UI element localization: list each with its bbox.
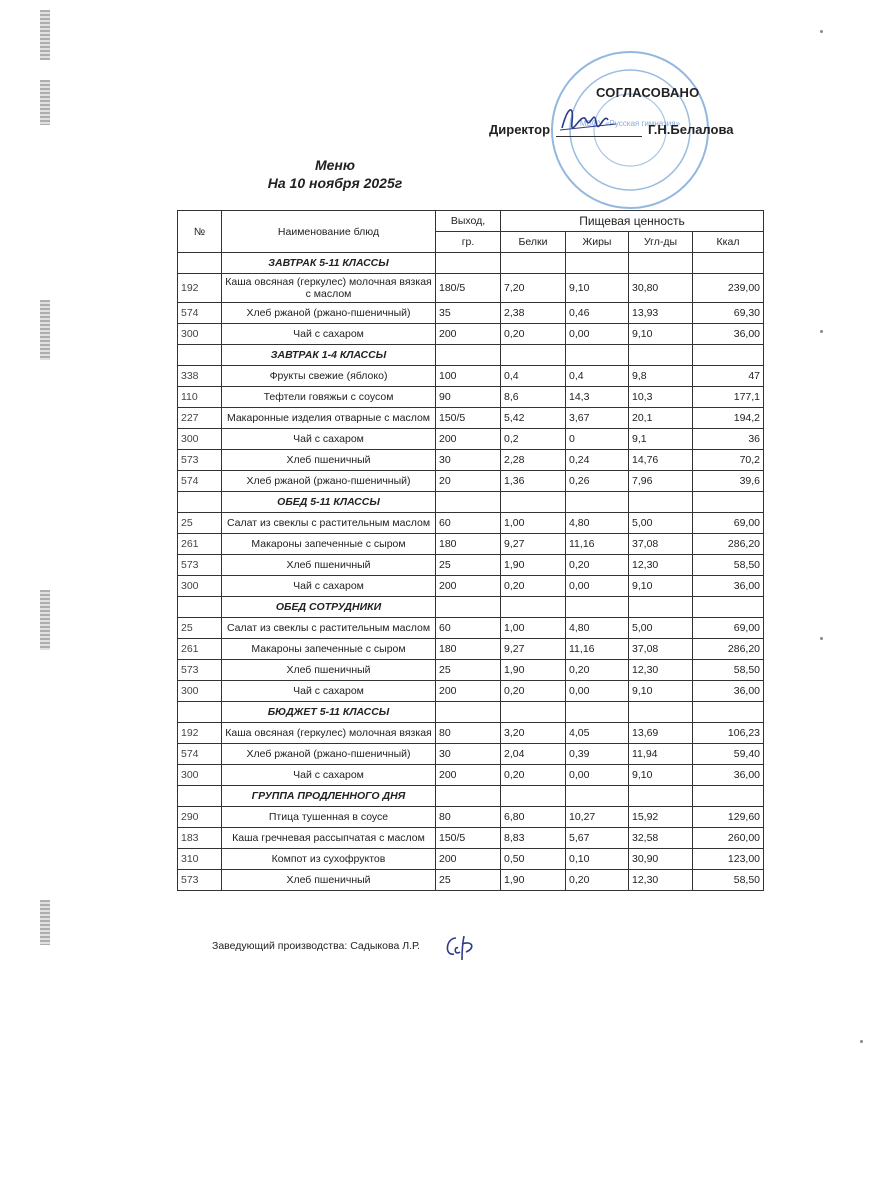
empty-cell	[501, 597, 566, 618]
header-output: Выход,	[436, 211, 501, 232]
dish-fat: 0,10	[566, 849, 629, 870]
menu-title	[0, 156, 670, 192]
table-row	[178, 513, 764, 534]
empty-cell	[566, 597, 629, 618]
empty-cell	[501, 492, 566, 513]
dish-fat: 0,00	[566, 765, 629, 786]
section-num-cell	[178, 492, 222, 513]
dish-protein: 5,42	[501, 408, 566, 429]
dish-kcal: 58,50	[693, 870, 764, 891]
header-name: Наименование блюд	[222, 211, 436, 253]
dish-name: Хлеб ржаной (ржано-пшеничный)	[222, 303, 436, 324]
dish-fat: 5,67	[566, 828, 629, 849]
table-row	[178, 324, 764, 345]
section-row	[178, 702, 764, 723]
dish-number: 25	[178, 513, 222, 534]
stamp-text: МБОУ «Русская гимназия»	[579, 119, 681, 128]
table-row	[178, 408, 764, 429]
dish-protein: 9,27	[501, 534, 566, 555]
dish-protein: 3,20	[501, 723, 566, 744]
dish-protein: 2,38	[501, 303, 566, 324]
dish-name: Хлеб пшеничный	[222, 870, 436, 891]
section-num-cell	[178, 597, 222, 618]
table-row	[178, 366, 764, 387]
header-output-unit: гр.	[436, 232, 501, 253]
dish-kcal: 286,20	[693, 534, 764, 555]
dish-carbs: 5,00	[629, 513, 693, 534]
menu-title-line2: На 10 ноября 2025г	[267, 175, 403, 191]
empty-cell	[629, 597, 693, 618]
dish-number: 573	[178, 660, 222, 681]
scan-mark	[40, 10, 50, 60]
dish-fat: 0,00	[566, 576, 629, 597]
dish-name: Тефтели говяжьи с соусом	[222, 387, 436, 408]
dish-carbs: 13,69	[629, 723, 693, 744]
dish-name: Каша гречневая рассыпчатая с маслом	[222, 828, 436, 849]
table-row	[178, 429, 764, 450]
dish-fat: 0,4	[566, 366, 629, 387]
dish-output: 200	[436, 765, 501, 786]
dish-fat: 0,39	[566, 744, 629, 765]
section-row	[178, 597, 764, 618]
dish-fat: 0,46	[566, 303, 629, 324]
dish-protein: 1,00	[501, 513, 566, 534]
dish-number: 110	[178, 387, 222, 408]
empty-cell	[501, 345, 566, 366]
dish-output: 200	[436, 681, 501, 702]
empty-cell	[436, 597, 501, 618]
dish-kcal: 39,6	[693, 471, 764, 492]
dish-protein: 8,6	[501, 387, 566, 408]
table-row	[178, 618, 764, 639]
director-label: Директор	[489, 122, 551, 137]
empty-cell	[629, 492, 693, 513]
section-row	[178, 253, 764, 274]
section-num-cell	[178, 345, 222, 366]
menu-table-body	[178, 253, 764, 891]
dish-number: 573	[178, 555, 222, 576]
dish-name: Каша овсяная (геркулес) молочная вязкая	[222, 723, 436, 744]
dish-number: 261	[178, 639, 222, 660]
dish-kcal: 36,00	[693, 576, 764, 597]
dish-number: 300	[178, 765, 222, 786]
dish-name: Хлеб пшеничный	[222, 450, 436, 471]
dish-kcal: 123,00	[693, 849, 764, 870]
section-title: ЗАВТРАК 5-11 КЛАССЫ	[222, 253, 436, 274]
dish-fat: 0,00	[566, 681, 629, 702]
dish-output: 25	[436, 555, 501, 576]
dish-carbs: 15,92	[629, 807, 693, 828]
header-nutrition: Пищевая ценность	[501, 211, 764, 232]
dish-kcal: 36	[693, 429, 764, 450]
table-row	[178, 450, 764, 471]
dish-number: 574	[178, 471, 222, 492]
dish-number: 338	[178, 366, 222, 387]
dish-kcal: 47	[693, 366, 764, 387]
dish-name: Чай с сахаром	[222, 429, 436, 450]
empty-cell	[436, 492, 501, 513]
dish-fat: 4,80	[566, 513, 629, 534]
dish-name: Чай с сахаром	[222, 765, 436, 786]
scan-mark	[40, 300, 50, 360]
dish-output: 30	[436, 744, 501, 765]
dish-output: 100	[436, 366, 501, 387]
dish-kcal: 36,00	[693, 681, 764, 702]
dish-carbs: 30,90	[629, 849, 693, 870]
dish-name: Птица тушенная в соусе	[222, 807, 436, 828]
manager-signature	[442, 932, 482, 962]
table-row	[178, 807, 764, 828]
table-header-row	[178, 211, 764, 232]
table-row	[178, 274, 764, 303]
dish-number: 573	[178, 450, 222, 471]
dish-carbs: 13,93	[629, 303, 693, 324]
scan-speck	[820, 637, 823, 640]
dish-carbs: 32,58	[629, 828, 693, 849]
dish-carbs: 11,94	[629, 744, 693, 765]
empty-cell	[501, 702, 566, 723]
dish-name: Макаронные изделия отварные с маслом	[222, 408, 436, 429]
dish-name: Хлеб ржаной (ржано-пшеничный)	[222, 471, 436, 492]
empty-cell	[566, 702, 629, 723]
dish-kcal: 69,00	[693, 513, 764, 534]
dish-name: Хлеб ржаной (ржано-пшеничный)	[222, 744, 436, 765]
section-num-cell	[178, 786, 222, 807]
dish-kcal: 70,2	[693, 450, 764, 471]
section-title: ОБЕД СОТРУДНИКИ	[222, 597, 436, 618]
dish-output: 180	[436, 639, 501, 660]
dish-kcal: 36,00	[693, 324, 764, 345]
scan-mark	[40, 900, 50, 945]
section-num-cell	[178, 702, 222, 723]
dish-kcal: 69,30	[693, 303, 764, 324]
dish-number: 227	[178, 408, 222, 429]
dish-number: 573	[178, 870, 222, 891]
dish-name: Чай с сахаром	[222, 324, 436, 345]
dish-name: Салат из свеклы с растительным маслом	[222, 618, 436, 639]
dish-number: 300	[178, 681, 222, 702]
dish-carbs: 12,30	[629, 870, 693, 891]
dish-name: Хлеб пшеничный	[222, 660, 436, 681]
dish-fat: 0,20	[566, 870, 629, 891]
empty-cell	[501, 786, 566, 807]
dish-fat: 11,16	[566, 639, 629, 660]
dish-protein: 7,20	[501, 274, 566, 303]
dish-protein: 8,83	[501, 828, 566, 849]
empty-cell	[693, 702, 764, 723]
dish-carbs: 30,80	[629, 274, 693, 303]
dish-number: 310	[178, 849, 222, 870]
dish-number: 192	[178, 274, 222, 303]
section-title: БЮДЖЕТ 5-11 КЛАССЫ	[222, 702, 436, 723]
dish-number: 300	[178, 324, 222, 345]
empty-cell	[566, 253, 629, 274]
dish-output: 150/5	[436, 408, 501, 429]
header-protein: Белки	[501, 232, 566, 253]
empty-cell	[501, 253, 566, 274]
footer-text: Заведующий производства: Садыкова Л.Р.	[212, 940, 420, 952]
dish-carbs: 5,00	[629, 618, 693, 639]
empty-cell	[693, 492, 764, 513]
dish-carbs: 9,10	[629, 576, 693, 597]
empty-cell	[436, 253, 501, 274]
dish-output: 35	[436, 303, 501, 324]
dish-protein: 1,00	[501, 618, 566, 639]
table-row	[178, 471, 764, 492]
dish-output: 60	[436, 618, 501, 639]
section-title: ГРУППА ПРОДЛЕННОГО ДНЯ	[222, 786, 436, 807]
dish-fat: 14,3	[566, 387, 629, 408]
header-kcal: Ккал	[693, 232, 764, 253]
dish-fat: 0,20	[566, 555, 629, 576]
scan-speck	[820, 330, 823, 333]
header-num: №	[178, 211, 222, 253]
empty-cell	[436, 345, 501, 366]
dish-protein: 0,20	[501, 765, 566, 786]
dish-protein: 0,4	[501, 366, 566, 387]
dish-protein: 9,27	[501, 639, 566, 660]
dish-carbs: 12,30	[629, 555, 693, 576]
dish-kcal: 106,23	[693, 723, 764, 744]
empty-cell	[693, 786, 764, 807]
dish-name: Макароны запеченные с сыром	[222, 534, 436, 555]
dish-output: 80	[436, 807, 501, 828]
dish-output: 180	[436, 534, 501, 555]
dish-kcal: 177,1	[693, 387, 764, 408]
table-row	[178, 555, 764, 576]
dish-output: 200	[436, 429, 501, 450]
empty-cell	[693, 597, 764, 618]
dish-output: 200	[436, 576, 501, 597]
menu-title-line1: Меню	[314, 157, 355, 173]
dish-fat: 0	[566, 429, 629, 450]
dish-carbs: 7,96	[629, 471, 693, 492]
dish-fat: 0,24	[566, 450, 629, 471]
empty-cell	[629, 253, 693, 274]
dish-carbs: 9,10	[629, 765, 693, 786]
approved-label: СОГЛАСОВАНО	[596, 85, 700, 100]
section-title: ЗАВТРАК 1-4 КЛАССЫ	[222, 345, 436, 366]
dish-output: 25	[436, 870, 501, 891]
dish-kcal: 194,2	[693, 408, 764, 429]
empty-cell	[566, 345, 629, 366]
dish-fat: 0,00	[566, 324, 629, 345]
dish-kcal: 239,00	[693, 274, 764, 303]
empty-cell	[629, 702, 693, 723]
dish-carbs: 9,1	[629, 429, 693, 450]
section-row	[178, 345, 764, 366]
dish-output: 25	[436, 660, 501, 681]
dish-name: Каша овсяная (геркулес) молочная вязкая с маслом	[222, 274, 436, 303]
dish-fat: 9,10	[566, 274, 629, 303]
dish-output: 80	[436, 723, 501, 744]
empty-cell	[629, 345, 693, 366]
dish-name: Хлеб пшеничный	[222, 555, 436, 576]
dish-carbs: 37,08	[629, 534, 693, 555]
table-row	[178, 828, 764, 849]
dish-name: Компот из сухофруктов	[222, 849, 436, 870]
dish-number: 300	[178, 429, 222, 450]
dish-fat: 4,80	[566, 618, 629, 639]
dish-number: 261	[178, 534, 222, 555]
dish-protein: 1,90	[501, 660, 566, 681]
table-row	[178, 576, 764, 597]
dish-protein: 2,04	[501, 744, 566, 765]
dish-output: 150/5	[436, 828, 501, 849]
dish-output: 180/5	[436, 274, 501, 303]
dish-number: 574	[178, 303, 222, 324]
dish-fat: 0,20	[566, 660, 629, 681]
dish-carbs: 37,08	[629, 639, 693, 660]
dish-kcal: 36,00	[693, 765, 764, 786]
table-row	[178, 534, 764, 555]
dish-protein: 2,28	[501, 450, 566, 471]
dish-protein: 0,50	[501, 849, 566, 870]
dish-output: 20	[436, 471, 501, 492]
dish-number: 290	[178, 807, 222, 828]
dish-fat: 10,27	[566, 807, 629, 828]
scan-mark	[40, 590, 50, 650]
dish-protein: 1,90	[501, 555, 566, 576]
empty-cell	[566, 786, 629, 807]
header-fat: Жиры	[566, 232, 629, 253]
dish-fat: 3,67	[566, 408, 629, 429]
table-row	[178, 660, 764, 681]
empty-cell	[436, 702, 501, 723]
director-name: Г.Н.Белалова	[648, 122, 734, 137]
dish-number: 192	[178, 723, 222, 744]
dish-output: 200	[436, 849, 501, 870]
dish-number: 25	[178, 618, 222, 639]
section-row	[178, 786, 764, 807]
table-row	[178, 639, 764, 660]
section-row	[178, 492, 764, 513]
empty-cell	[629, 786, 693, 807]
dish-carbs: 10,3	[629, 387, 693, 408]
dish-output: 200	[436, 324, 501, 345]
dish-carbs: 9,10	[629, 681, 693, 702]
table-row	[178, 870, 764, 891]
dish-protein: 0,20	[501, 576, 566, 597]
dish-carbs: 9,8	[629, 366, 693, 387]
table-row	[178, 387, 764, 408]
dish-carbs: 12,30	[629, 660, 693, 681]
dish-number: 183	[178, 828, 222, 849]
dish-kcal: 129,60	[693, 807, 764, 828]
dish-output: 30	[436, 450, 501, 471]
dish-carbs: 20,1	[629, 408, 693, 429]
dish-protein: 0,20	[501, 324, 566, 345]
table-row	[178, 744, 764, 765]
dish-kcal: 58,50	[693, 660, 764, 681]
dish-protein: 6,80	[501, 807, 566, 828]
table-row	[178, 765, 764, 786]
dish-name: Чай с сахаром	[222, 681, 436, 702]
dish-protein: 0,2	[501, 429, 566, 450]
dish-protein: 0,20	[501, 681, 566, 702]
section-title: ОБЕД 5-11 КЛАССЫ	[222, 492, 436, 513]
dish-carbs: 9,10	[629, 324, 693, 345]
dish-protein: 1,36	[501, 471, 566, 492]
empty-cell	[566, 492, 629, 513]
dish-name: Фрукты свежие (яблоко)	[222, 366, 436, 387]
empty-cell	[693, 345, 764, 366]
scan-speck	[860, 1040, 863, 1043]
dish-fat: 11,16	[566, 534, 629, 555]
dish-name: Чай с сахаром	[222, 576, 436, 597]
dish-carbs: 14,76	[629, 450, 693, 471]
table-row	[178, 849, 764, 870]
dish-kcal: 58,50	[693, 555, 764, 576]
table-row	[178, 303, 764, 324]
table-row	[178, 723, 764, 744]
scan-mark	[40, 80, 50, 125]
dish-kcal: 286,20	[693, 639, 764, 660]
empty-cell	[693, 253, 764, 274]
dish-number: 574	[178, 744, 222, 765]
dish-number: 300	[178, 576, 222, 597]
dish-output: 90	[436, 387, 501, 408]
dish-kcal: 69,00	[693, 618, 764, 639]
section-num-cell	[178, 253, 222, 274]
dish-protein: 1,90	[501, 870, 566, 891]
dish-fat: 4,05	[566, 723, 629, 744]
dish-output: 60	[436, 513, 501, 534]
dish-kcal: 260,00	[693, 828, 764, 849]
table-row	[178, 681, 764, 702]
director-signature	[558, 100, 618, 135]
dish-name: Салат из свеклы с растительным маслом	[222, 513, 436, 534]
empty-cell	[436, 786, 501, 807]
menu-table	[177, 210, 764, 891]
dish-kcal: 59,40	[693, 744, 764, 765]
header-carbs: Угл-ды	[629, 232, 693, 253]
scan-speck	[820, 30, 823, 33]
dish-fat: 0,26	[566, 471, 629, 492]
dish-name: Макароны запеченные с сыром	[222, 639, 436, 660]
